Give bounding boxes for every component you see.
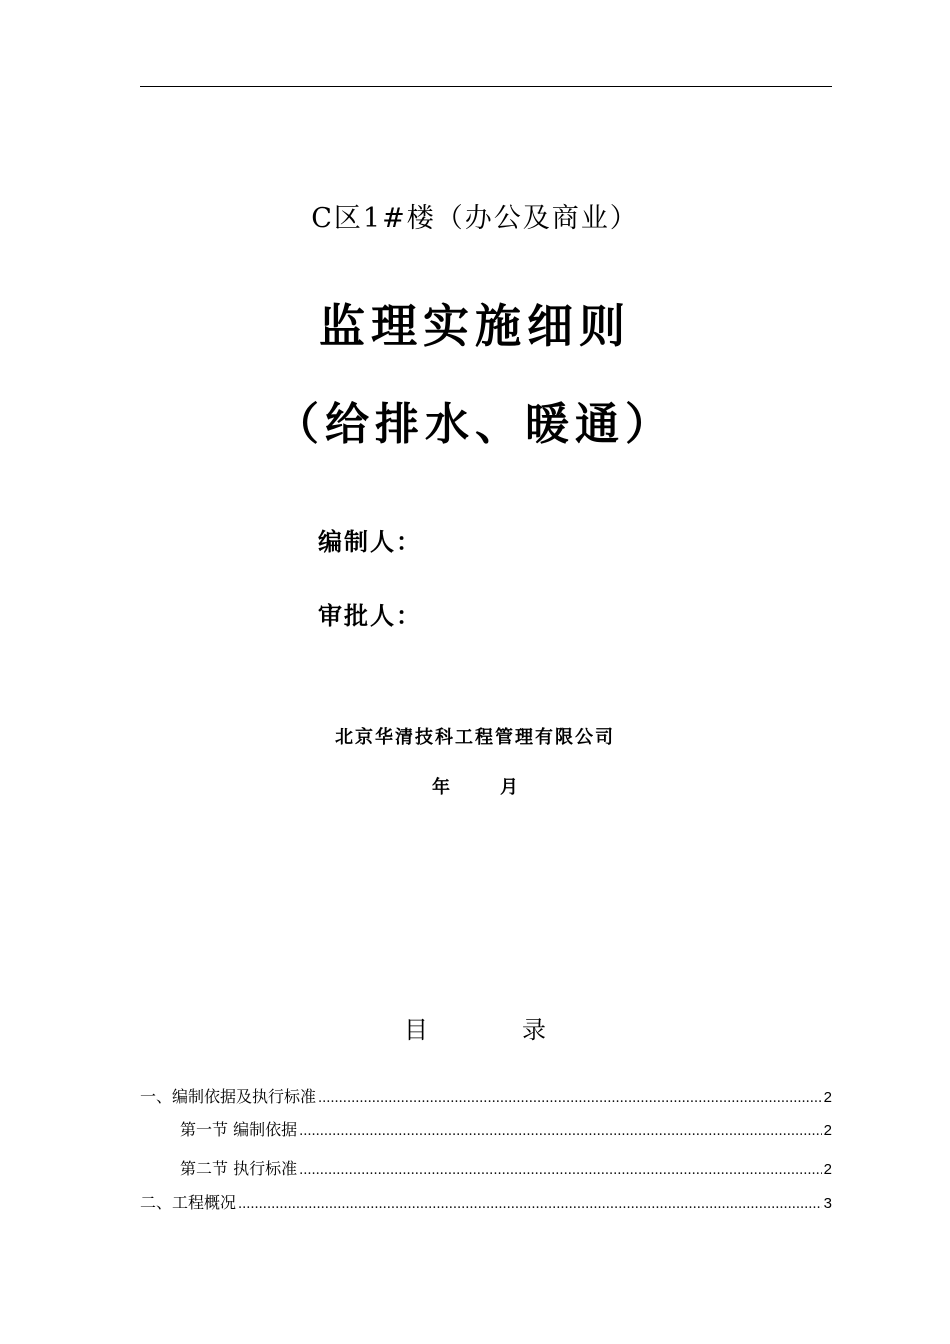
toc-leader-dots <box>299 1124 822 1139</box>
project-subtitle: C区1#楼（办公及商业） <box>311 203 639 234</box>
toc-entry-text: 一、编制依据及执行标准 <box>140 1087 317 1106</box>
toc-entry-text: 第二节 执行标准 <box>180 1159 298 1178</box>
toc-entry[interactable] <box>180 1156 832 1179</box>
toc-entry-page: 3 <box>823 1195 832 1212</box>
toc-entry-page: 2 <box>823 1089 832 1106</box>
date-line <box>0 773 950 799</box>
toc-entry[interactable] <box>180 1117 832 1140</box>
toc-entry-text: 二、工程概况 <box>140 1193 237 1212</box>
compiler-label: 编制人： <box>318 528 422 556</box>
toc-heading-right: 录 <box>522 1016 546 1044</box>
toc-entry-text: 第一节 编制依据 <box>180 1120 298 1139</box>
toc-leader-dots <box>238 1197 822 1212</box>
toc-heading <box>0 1010 950 1045</box>
toc-entry[interactable] <box>140 1084 832 1107</box>
document-discipline: （给排水、暖通） <box>275 399 675 450</box>
header-rule <box>140 86 832 87</box>
toc-entry-page: 2 <box>823 1161 832 1178</box>
toc-entry-page: 2 <box>823 1122 832 1139</box>
approver-label: 审批人： <box>318 602 422 630</box>
company-name: 北京华清技科工程管理有限公司 <box>335 727 615 748</box>
date-month: 月 <box>500 777 518 798</box>
date-year: 年 <box>432 777 450 798</box>
toc-leader-dots <box>318 1091 822 1106</box>
toc-heading-left: 目 <box>404 1016 428 1044</box>
document-title: 监理实施细则 <box>319 299 631 353</box>
toc-leader-dots <box>299 1163 822 1178</box>
toc-entry[interactable] <box>140 1190 832 1213</box>
